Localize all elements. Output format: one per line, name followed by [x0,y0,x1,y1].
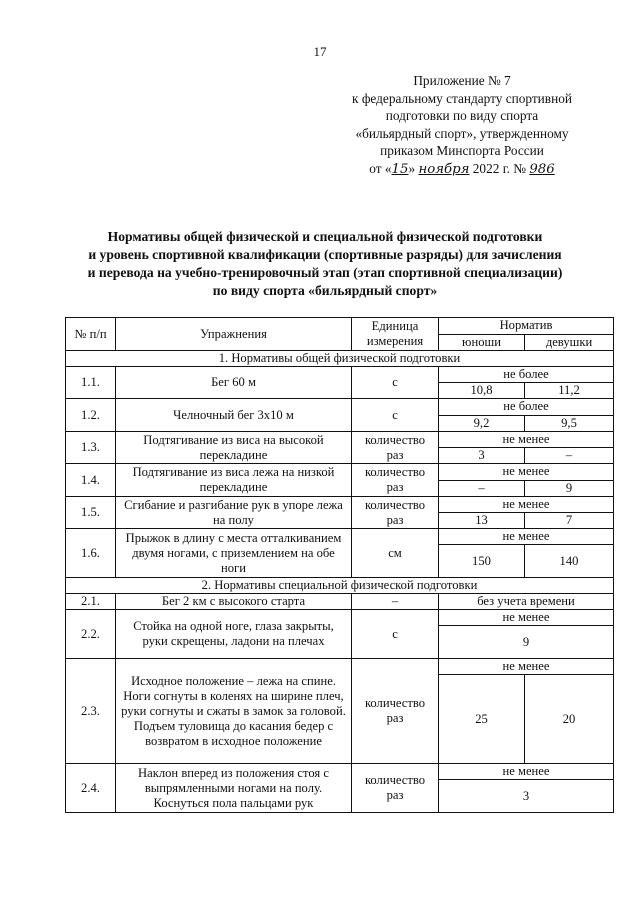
row-exercise: Стойка на одной ноге, глаза закрыты, руки скрещены, ладони на плечах [116,610,352,659]
appendix-line: подготовки по виду спорта [385,108,539,123]
row-girls: 140 [525,545,614,578]
row-girls: 9 [525,480,614,497]
row-condition: не менее [439,497,614,513]
row-num: 1.5. [66,497,116,529]
handwritten-month: ноября [418,161,470,177]
row-girls: 9,5 [525,415,614,432]
row-exercise: Прыжок в длину с места отталкиванием двумя ногами, с приземлением на обе ноги [116,529,352,578]
row-boys: 13 [439,513,525,529]
row-condition: не менее [439,529,614,545]
row-exercise: Сгибание и разгибание рук в упоре лежа на полу [116,497,352,529]
row-boys: 150 [439,545,525,578]
row-exercise: Исходное положение – лежа на спине. Ноги согнуты в коленях на ширине плеч, руки согнуты и сжаты в замок за головой. Подъем туловища до касания бедер с возвратом в исходное положение [116,659,352,764]
row-boys: 25 [439,675,525,764]
row-exercise: Челночный бег 3х10 м [116,399,352,432]
row-boys: 9,2 [439,415,525,432]
appendix-title: Приложение № 7 [413,73,511,88]
header-num: № п/п [66,318,116,351]
table-row [66,464,614,481]
row-girls: 7 [525,513,614,529]
row-condition: не менее [439,764,614,780]
row-boys: 3 [439,448,525,464]
handwritten-day: 15 [391,161,409,177]
header-boys: юноши [439,334,525,351]
row-girls: – [525,448,614,464]
table-row [66,497,614,513]
table-row [66,399,614,416]
row-condition: не менее [439,659,614,675]
header-exercise: Упражнения [116,318,352,351]
row-num: 1.1. [66,367,116,399]
row-num: 1.4. [66,464,116,497]
table-row [66,432,614,448]
table-row [66,610,614,626]
header-row [66,318,614,335]
row-unit: см [352,529,439,578]
table-row [66,367,614,383]
section-title: 1. Нормативы общей физической подготовки [66,351,614,367]
row-value: 3 [439,780,614,813]
row-num: 1.3. [66,432,116,464]
row-unit: с [352,610,439,659]
row-num: 1.6. [66,529,116,578]
row-unit: с [352,367,439,399]
row-unit: количество раз [352,764,439,813]
row-unit: – [352,594,439,610]
appendix-line: «бильярдный спорт», утвержденному [355,125,569,141]
row-num: 2.3. [66,659,116,764]
row-num: 2.1. [66,594,116,610]
row-boys: 10,8 [439,383,525,399]
row-condition: без учета времени [439,594,614,610]
section-row [66,578,614,594]
norms-table [65,317,614,813]
row-condition: не менее [439,610,614,626]
row-exercise: Наклон вперед из положения стоя с выпрямленными ногами на полу. Коснуться пола пальцами рук [116,764,352,813]
row-condition: не более [439,399,614,416]
appendix-header [312,72,612,178]
appendix-line: приказом Минспорта России [380,143,544,158]
header-girls: девушки [525,334,614,351]
row-unit: с [352,399,439,432]
row-condition: не менее [439,432,614,448]
row-num: 2.2. [66,610,116,659]
table-row [66,529,614,545]
page-number: 17 [313,44,327,59]
appendix-line: к федеральному стандарту спортивной [352,90,572,106]
row-num: 1.2. [66,399,116,432]
header-norm: Норматив [439,318,614,335]
table-row [66,764,614,780]
section-row [66,351,614,367]
header-unit: Единица измерения [352,318,439,351]
row-unit: количество раз [352,432,439,464]
row-exercise: Бег 2 км с высокого старта [116,594,352,610]
document-title: Нормативы общей физической и специальной физической подготовки и уровень спортивной квалификации (спортивные разряды) для зачисления и перевода на учебно-тренировочный этап (этап спортивной специализации) по виду спорта «бильярдный спорт» [87,229,563,298]
table-row [66,659,614,675]
order-date-line: от «15» ноября 2022 г. № 986 [369,160,555,177]
row-num: 2.4. [66,764,116,813]
table-row [66,594,614,610]
row-unit: количество раз [352,464,439,497]
row-exercise: Подтягивание из виса лежа на низкой перекладине [116,464,352,497]
section-title: 2. Нормативы специальной физической подготовки [66,578,614,594]
row-girls: 11,2 [525,383,614,399]
row-unit: количество раз [352,659,439,764]
row-condition: не более [439,367,614,383]
row-boys: – [439,480,525,497]
row-exercise: Подтягивание из виса на высокой перекладине [116,432,352,464]
row-value: 9 [439,626,614,659]
row-exercise: Бег 60 м [116,367,352,399]
row-condition: не менее [439,464,614,481]
row-unit: количество раз [352,497,439,529]
handwritten-number: 986 [529,161,555,177]
row-girls: 20 [525,675,614,764]
